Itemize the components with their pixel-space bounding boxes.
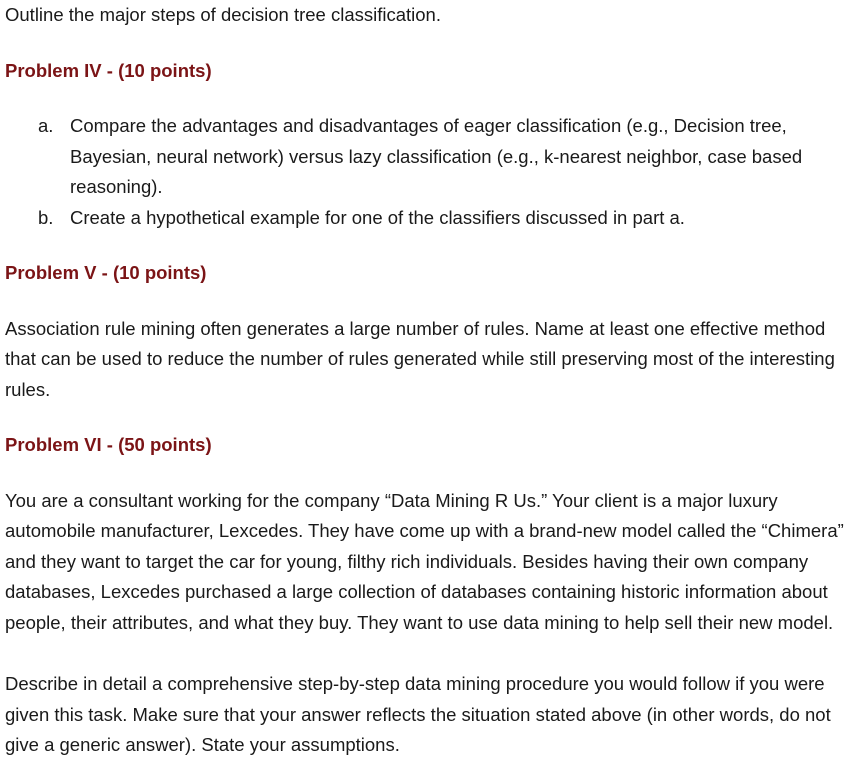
list-item	[5, 203, 857, 234]
problem-iv-list	[5, 111, 857, 233]
list-item-text: Create a hypothetical example for one of the classifiers discussed in part a.	[70, 206, 685, 228]
problem-vi-paragraph-1: You are a consultant working for the company “Data Mining R Us.” Your client is a major luxury automobile manufacturer, Lexcedes. They have come up with a brand-new model called the “Chimera” and they want to target the car for young, filthy rich individuals. Besides having their own company databases, Lexcedes purchased a large collection of databases containing historic information about people, their attributes, and what they buy. They want to use data mining to help sell their new model.	[5, 489, 844, 633]
list-item	[5, 111, 857, 203]
intro-question: Outline the major steps of decision tree classification.	[5, 4, 441, 25]
problem-v-body: Association rule mining often generates a large number of rules. Name at least one effective method that can be used to reduce the number of rules generated while still preserving most of the interesting rules.	[5, 317, 835, 400]
problem-vi-paragraph-2: Describe in detail a comprehensive step-by-step data mining procedure you would follow if you were given this task. Make sure that your answer reflects the situation stated above (in other words, do not give a generic answer). State your assumptions.	[5, 673, 831, 755]
problem-iv-heading: Problem IV - (10 points)	[5, 59, 212, 81]
list-marker: a.	[38, 115, 54, 136]
problem-vi-heading: Problem VI - (50 points)	[5, 434, 212, 455]
problem-v-heading: Problem V - (10 points)	[5, 262, 207, 283]
list-marker: b.	[38, 206, 54, 228]
list-item-text: Compare the advantages and disadvantages of eager classification (e.g., Decision tree, Bayesian, neural network) versus lazy classification (e.g., k-nearest neighbor, case based reasoning).	[70, 115, 803, 197]
